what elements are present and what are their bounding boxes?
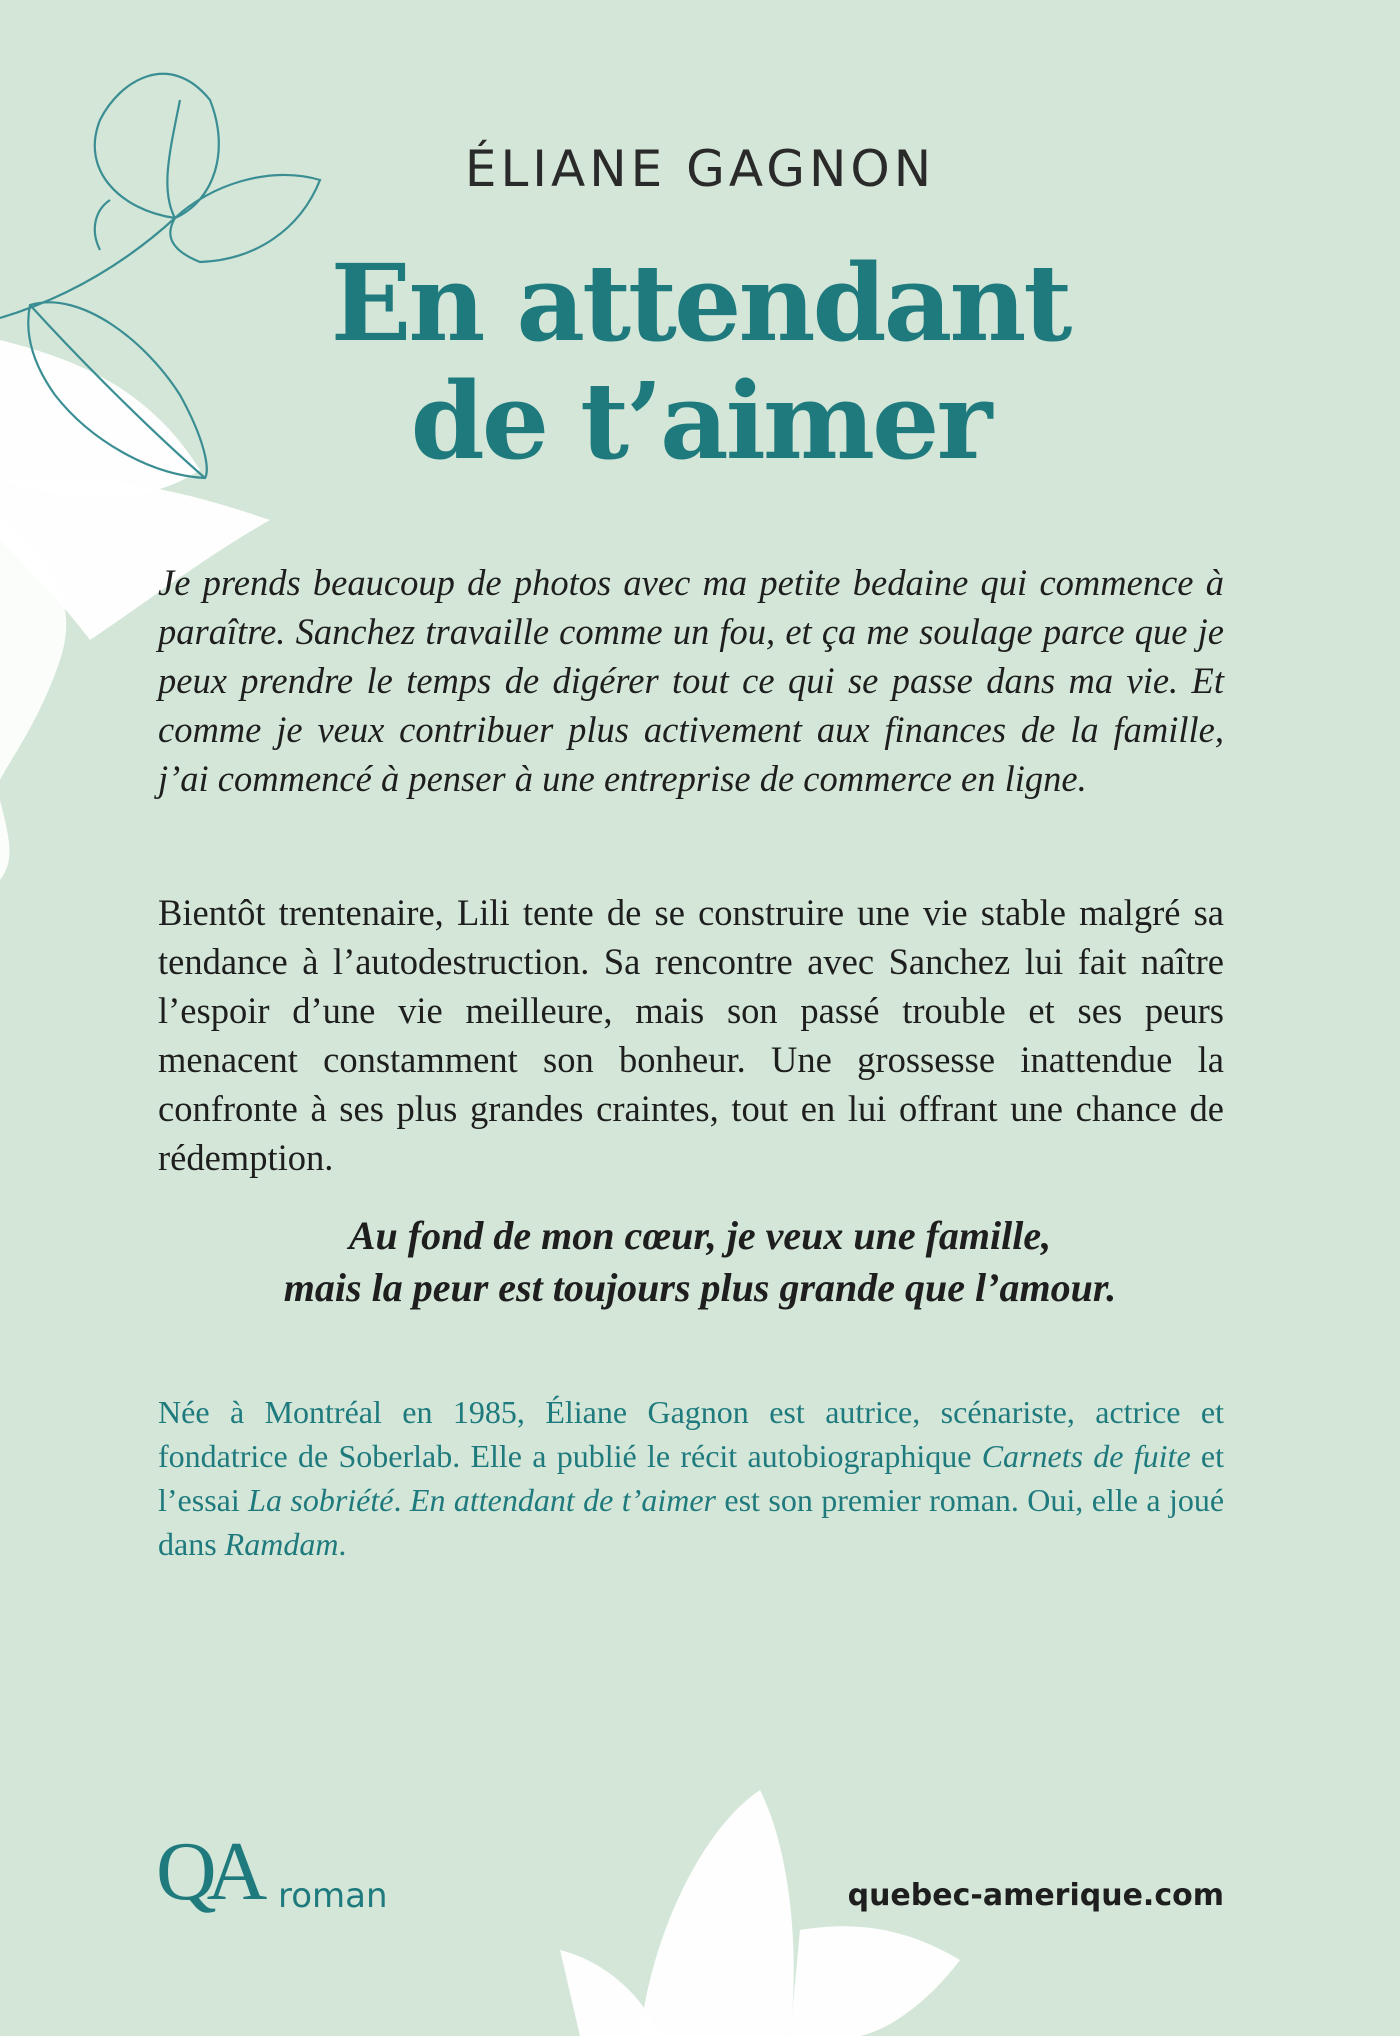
bio-book-title: Carnets de fuite (981, 1438, 1191, 1474)
leaf-white-icon (560, 1950, 660, 2036)
book-title-line2: de t’aimer (410, 358, 990, 483)
publisher-logo: QA (156, 1825, 258, 1918)
bio-text: est son premier roman. Oui, elle a joué dans (158, 1482, 1225, 1562)
bio-book-title: La sobriété (248, 1482, 394, 1518)
bio-book-title: En attendant de t’aimer (409, 1482, 716, 1518)
book-title-line1: En attendant (330, 240, 1070, 365)
quote-line2: mais la peur est toujours plus grande que l’amour. (283, 1265, 1117, 1310)
quote-line1: Au fond de mon cœur, je veux une famille, (348, 1213, 1052, 1258)
author-name: ÉLIANE GAGNON (464, 140, 936, 198)
bio-text: . (338, 1526, 347, 1562)
bio-text: . (393, 1482, 410, 1518)
author-bio (158, 1390, 1224, 1566)
excerpt-paragraph: Je prends beaucoup de photos avec ma petite bedaine qui commence à paraître. Sanchez travaille comme un fou, et ça me soulage parce que je peux prendre le temps de digérer tout ce qui se passe dans ma vie. Et comme je veux contribuer plus activement aux finances de la famille, j’ai commencé à penser à une entreprise de commerce en ligne. (158, 562, 1224, 799)
publisher-website[interactable]: quebec-amerique.com (847, 1878, 1224, 1913)
bio-text: Née à Montréal en 1985, Éliane Gagnon est autrice, scénariste, actrice et fondatrice de Soberlab. Elle a publié le récit autobiographique (158, 1394, 1224, 1474)
leaf-white-icon (790, 1926, 960, 2036)
bio-show-title: Ramdam (224, 1526, 339, 1562)
publisher-collection-label: roman (278, 1876, 388, 1916)
leaf-white-icon (640, 1790, 794, 2036)
bio-text: et l’essai (158, 1438, 1225, 1518)
blurb-paragraph: Bientôt trentenaire, Lili tente de se construire une vie stable malgré sa tendance à l’autodestruction. Sa rencontre avec Sanchez lui fait naître l’espoir d’une vie meilleure, mais son passé trouble et ses peurs menacent constamment son bonheur. Une grossesse inattendue la confronte à ses plus grandes craintes, tout en lui offrant une chance de rédemption. (158, 892, 1224, 1178)
leaf-white-icon (0, 800, 9, 880)
